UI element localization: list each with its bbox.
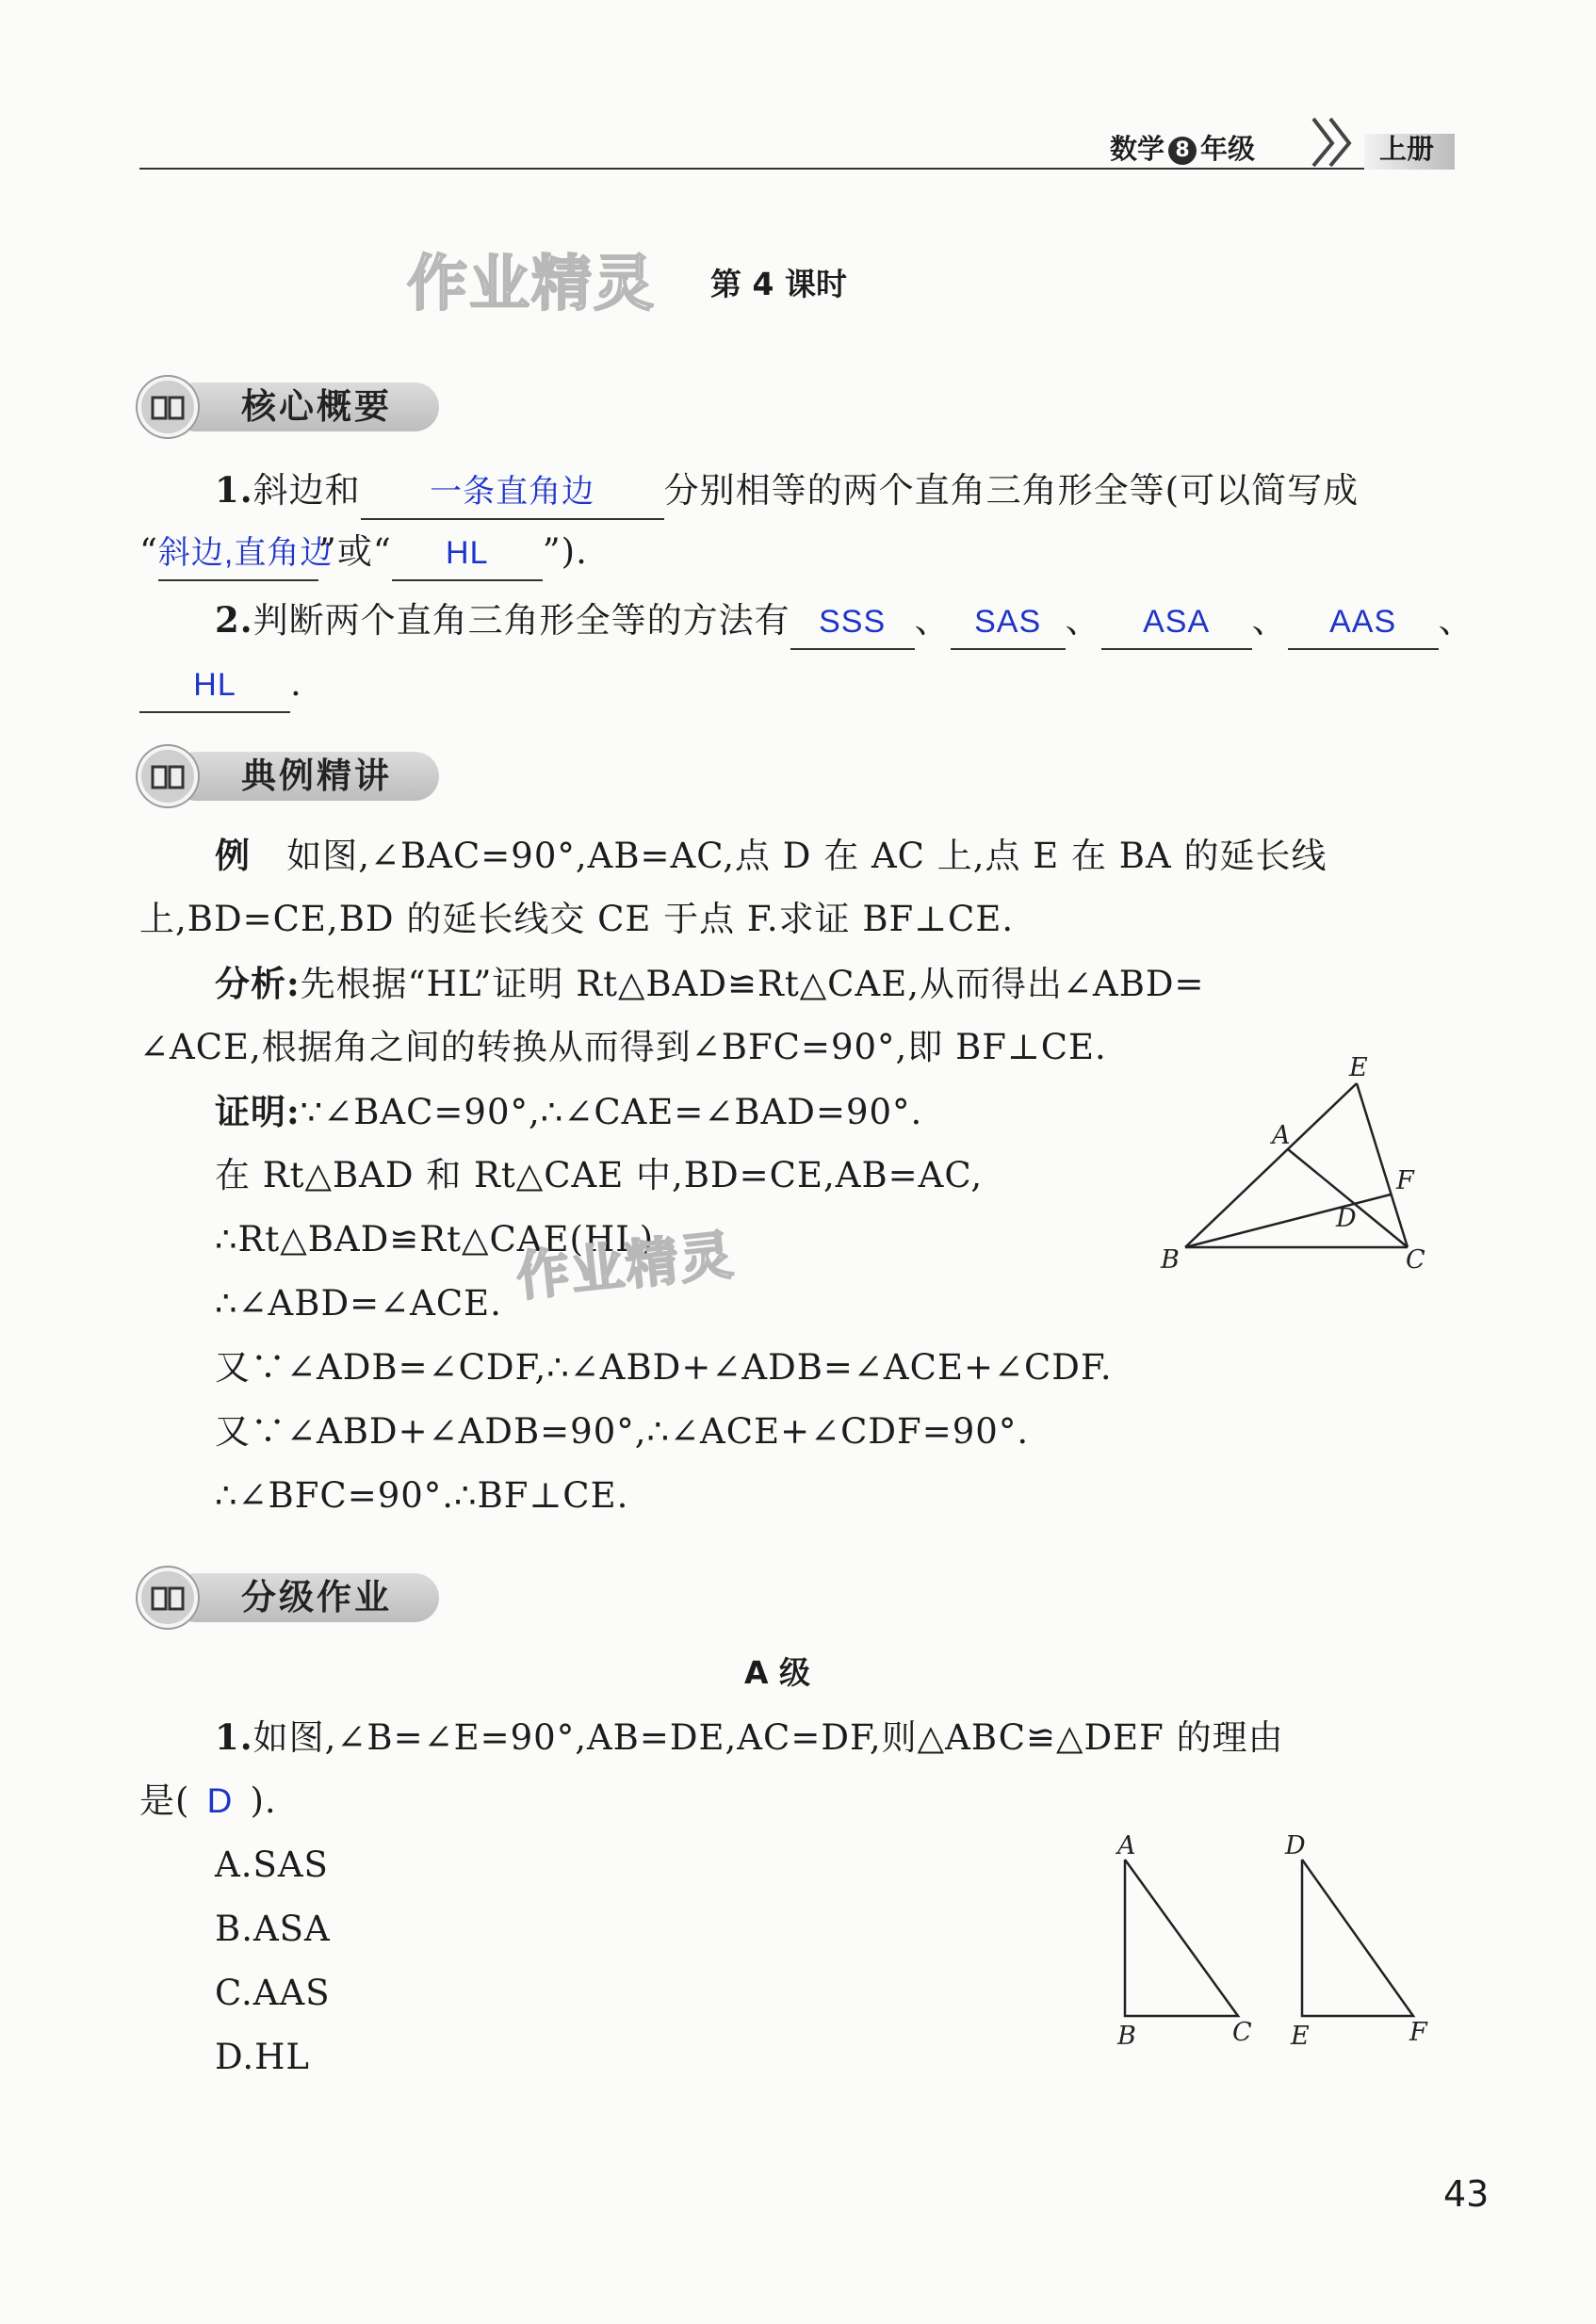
label-A: A (1117, 1831, 1136, 1861)
book-icon (138, 1568, 198, 1628)
label-D: D (1285, 1831, 1306, 1861)
analysis-line1: 分析:先根据“HL”证明 Rt△BAD≌Rt△CAE,从而得出∠ABD= (215, 963, 1205, 1004)
section-homework: 分级作业 (138, 1568, 439, 1628)
example-line2: 上,BD=CE,BD 的延长线交 CE 于点 F.求证 BF⊥CE. (139, 899, 1015, 939)
hw-q1-line1: 1.如图,∠B=∠E=90°,AB=DE,AC=DF,则△ABC≌△DEF 的理由 (215, 1716, 1284, 1758)
label-F: F (1409, 2018, 1427, 2047)
example-line1: 例 如图,∠BAC=90°,AB=AC,点 D 在 AC 上,点 E 在 BA 的延长线 (215, 835, 1327, 876)
core-q1-line1: 1.斜边和 一条直角边 分别相等的两个直角三角形全等(可以简写成 (215, 463, 1359, 520)
proof-line5: 又∵∠ADB=∠CDF,∴∠ABD+∠ADB=∠ACE+∠CDF. (215, 1347, 1113, 1388)
answer-blank: 一条直角边 (361, 464, 664, 520)
label-F: F (1396, 1166, 1414, 1195)
answer-blank: SSS (790, 594, 915, 650)
option-d: D.HL (215, 2037, 310, 2077)
core-q2-line2: HL . (139, 658, 302, 713)
label-B: B (1161, 1245, 1180, 1275)
answer-blank: SAS (951, 594, 1066, 650)
header-volume: 上册 (1379, 133, 1435, 165)
answer-blank: 斜边,直角边 (158, 526, 318, 581)
label-C: C (1232, 2018, 1252, 2047)
header-grade: 年级 (1200, 133, 1256, 165)
label-E: E (1349, 1053, 1368, 1082)
triangle-DEF (1302, 1860, 1413, 2016)
core-q2-line1: 2.判断两个直角三角形全等的方法有 SSS 、 SAS 、 ASA 、 AAS 、 (215, 593, 1474, 650)
option-a: A.SAS (215, 1845, 329, 1885)
label-B: B (1117, 2022, 1136, 2051)
answer-blank: AAS (1288, 594, 1439, 650)
level-heading: A 级 (744, 1654, 811, 1691)
label-E: E (1291, 2022, 1310, 2051)
option-c: C.AAS (215, 1973, 331, 2013)
proof-line4: ∴∠ABD=∠ACE. (215, 1283, 502, 1324)
homework-figure (1102, 1828, 1441, 2054)
proof-line3: ∴Rt△BAD≌Rt△CAE(HL). (215, 1219, 666, 1260)
segment-EC (1357, 1083, 1408, 1247)
page-header (139, 130, 1455, 171)
hw-q1-answer: D (206, 1781, 234, 1820)
segment-BF (1185, 1195, 1391, 1247)
lesson-title: 第 4 课时 (710, 266, 847, 302)
hw-q1-line2: 是( D ). (139, 1775, 277, 1828)
answer-blank: ASA (1101, 594, 1252, 650)
proof-line1: 证明:∵∠BAC=90°,∴∠CAE=∠BAD=90°. (215, 1091, 923, 1132)
triangle-ABC (1125, 1860, 1238, 2016)
label-D: D (1336, 1204, 1357, 1233)
page-number: 43 (1443, 2173, 1490, 2215)
segment-BE (1185, 1083, 1357, 1247)
section-example: 典例精讲 (138, 746, 439, 806)
answer-blank: HL (139, 658, 290, 713)
lesson-watermark: 作业精灵 (407, 250, 656, 319)
header-subject: 数学 (1110, 133, 1165, 165)
proof-line6: 又∵∠ABD+∠ADB=90°,∴∠ACE+∠CDF=90°. (215, 1411, 1030, 1452)
proof-line2: 在 Rt△BAD 和 Rt△CAE 中,BD=CE,AB=AC, (215, 1155, 984, 1195)
proof-line7: ∴∠BFC=90°.∴BF⊥CE. (215, 1475, 629, 1516)
grade-badge: 8 (1168, 137, 1197, 165)
double-chevron-icon (1306, 102, 1372, 168)
answer-blank: HL (392, 526, 543, 581)
analysis-line2: ∠ACE,根据角之间的转换从而得到∠BFC=90°,即 BF⊥CE. (139, 1027, 1107, 1067)
book-icon (138, 746, 198, 806)
proof-watermark: 作业精灵 (513, 1225, 738, 1308)
book-icon (138, 377, 198, 437)
label-C: C (1406, 1245, 1425, 1275)
option-b: B.ASA (215, 1909, 331, 1949)
label-A: A (1272, 1121, 1291, 1150)
core-q1-line2: “斜边,直角边”或“ HL ”). (139, 526, 588, 581)
section-core: 核心概要 (138, 377, 439, 437)
example-figure (1140, 1046, 1451, 1281)
